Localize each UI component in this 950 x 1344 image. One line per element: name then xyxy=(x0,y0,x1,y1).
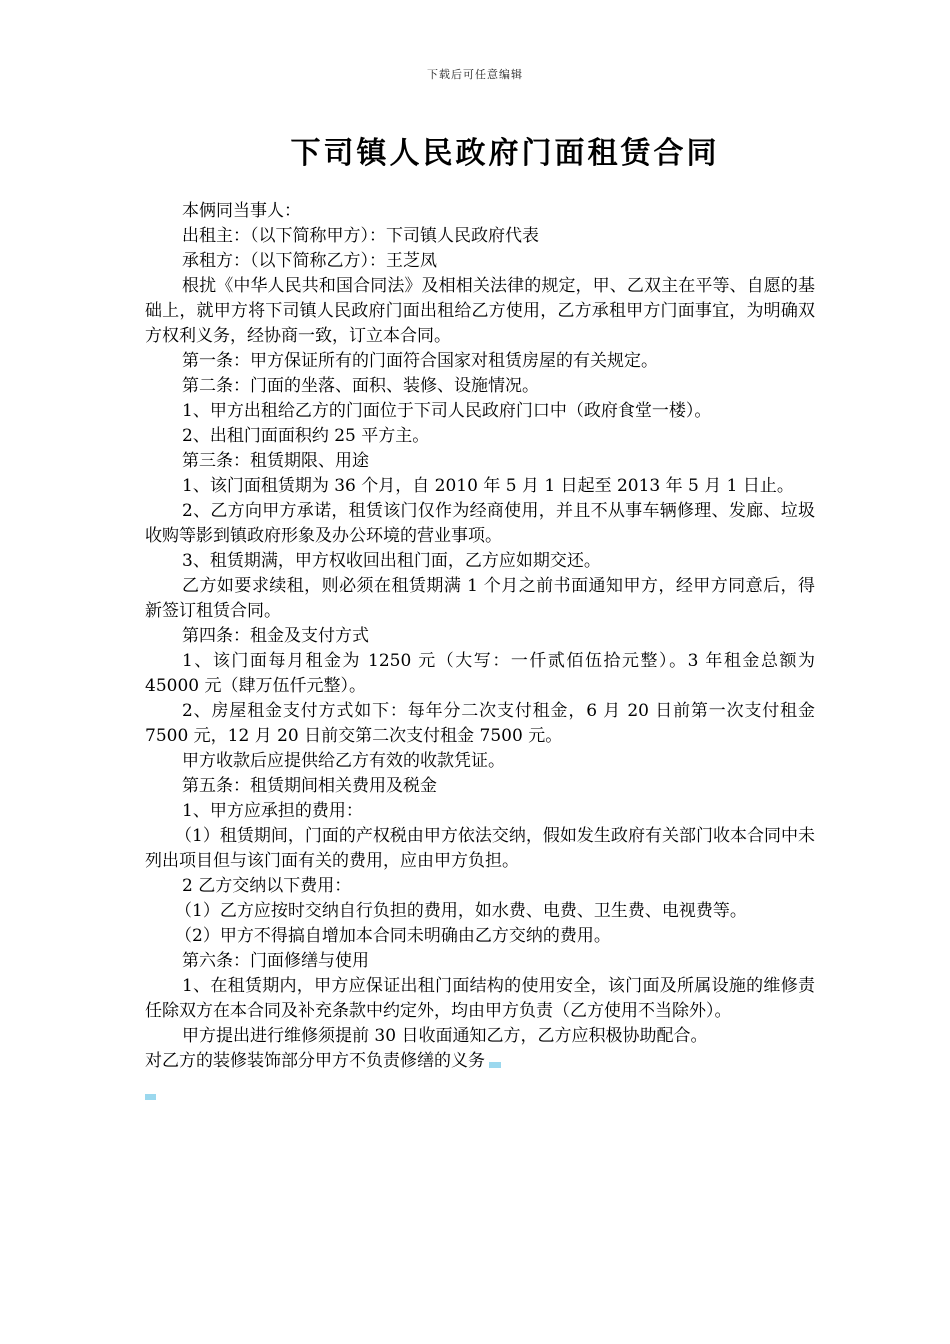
paragraph-parties-intro: 本俩同当事人： xyxy=(182,201,301,221)
paragraph-article-3-item-3: 3、租赁期满，甲方权收回出租门面，乙方应如期交还。 xyxy=(182,551,601,571)
paragraph-article-2-item-2: 2、出租门面面积约 25 平方主。 xyxy=(182,426,430,446)
paragraph-article-5-item-2: 2 乙方交纳以下费用： xyxy=(182,876,352,896)
paragraph-article-4: 第四条：租金及支付方式 xyxy=(182,626,369,646)
paragraph-lessor: 出租主：（以下简称甲方）：下司镇人民政府代表 xyxy=(182,226,539,246)
paragraph-decoration-text: 对乙方的装修装饰部分甲方不负责修缮的义务 xyxy=(145,1051,485,1071)
paragraph-preamble: 根扰《中华人民共和国合同法》及相相关法律的规定，甲、乙双主在平等、自愿的基础上，就甲方将下司镇人民政府门面出租给乙方使用，乙方承租甲方门面事宜，为明确双方权利义务，经协商一致，订立本合同。 xyxy=(145,276,815,346)
paragraph-marker xyxy=(145,1094,156,1100)
paragraph-receipt: 甲方收款后应提供给乙方有效的收款凭证。 xyxy=(182,751,505,771)
paragraph-article-6: 第六条：门面修缮与使用 xyxy=(182,951,369,971)
header-note: 下载后可任意编辑 xyxy=(427,68,523,81)
paragraph-lessee: 承租方：（以下简称乙方）：王芝凤 xyxy=(182,251,437,271)
paragraph-article-5-item-1: 1、甲方应承担的费用： xyxy=(182,801,363,821)
paragraph-article-2: 第二条：门面的坐落、面积、装修、设施情况。 xyxy=(182,376,539,396)
paragraph-article-5-item-2-sub-1: （1）乙方应按时交纳自行负担的费用，如水费、电费、卫生费、电视费等。 xyxy=(175,901,747,921)
paragraph-article-1: 第一条：甲方保证所有的门面符合国家对租赁房屋的有关规定。 xyxy=(182,351,658,371)
paragraph-article-3-item-1: 1、该门面租赁期为 36 个月，自 2010 年 5 月 1 日起至 2013 年 5 月 1 日止。 xyxy=(182,476,794,496)
paragraph-repair-notice: 甲方提出进行维修须提前 30 日收面通知乙方，乙方应积极协助配合。 xyxy=(182,1026,708,1046)
paragraph-article-5: 第五条：租赁期间相关费用及税金 xyxy=(182,776,437,796)
paragraph-decoration xyxy=(145,1049,815,1074)
paragraph-article-2-item-1: 1、甲方出租给乙方的门面位于下司人民政府门口中（政府食堂一楼）。 xyxy=(182,401,712,421)
paragraph-article-3: 第三条：租赁期限、用途 xyxy=(182,451,369,471)
paragraph-article-4-item-1: 1、该门面每月租金为 1250 元（大写：一仟贰佰伍拾元整）。3 年租金总额为 45000 元（肆万伍仟元整）。 xyxy=(145,651,815,696)
paragraph-article-4-item-2: 2、房屋租金支付方式如下：每年分二次支付租金，6 月 20 日前第一次支付租金 7500 元，12 月 20 日前交第二次支付租金 7500 元。 xyxy=(145,701,815,746)
paragraph-article-3-item-2: 2、乙方向甲方承诺，租赁该门仅作为经商使用，并且不从事车辆修理、发廊、垃圾收购等影到镇政府形象及办公环境的营业事项。 xyxy=(145,501,815,546)
paragraph-article-5-item-2-sub-2: （2）甲方不得搞自增加本合同未明确由乙方交纳的费用。 xyxy=(175,926,611,946)
paragraph-article-5-item-1-sub-1: （1）租赁期间，门面的产权税由甲方依法交纳，假如发生政府有关部门收本合同中未列出项目但与该门面有关的费用，应由甲方负担。 xyxy=(145,826,815,871)
end-marker xyxy=(489,1062,501,1068)
contract-body xyxy=(145,199,815,1074)
document-title: 下司镇人民政府门面租赁合同 xyxy=(290,136,720,171)
paragraph-article-6-item-1: 1、在租赁期内，甲方应保证出租门面结构的使用安全，该门面及所属设施的维修责任除双方在本合同及补充条款中约定外，均由甲方负责（乙方使用不当除外）。 xyxy=(145,976,815,1021)
paragraph-renewal: 乙方如要求续租，则必须在租赁期满 1 个月之前书面通知甲方，经甲方同意后，得新签订租赁合同。 xyxy=(145,576,815,621)
